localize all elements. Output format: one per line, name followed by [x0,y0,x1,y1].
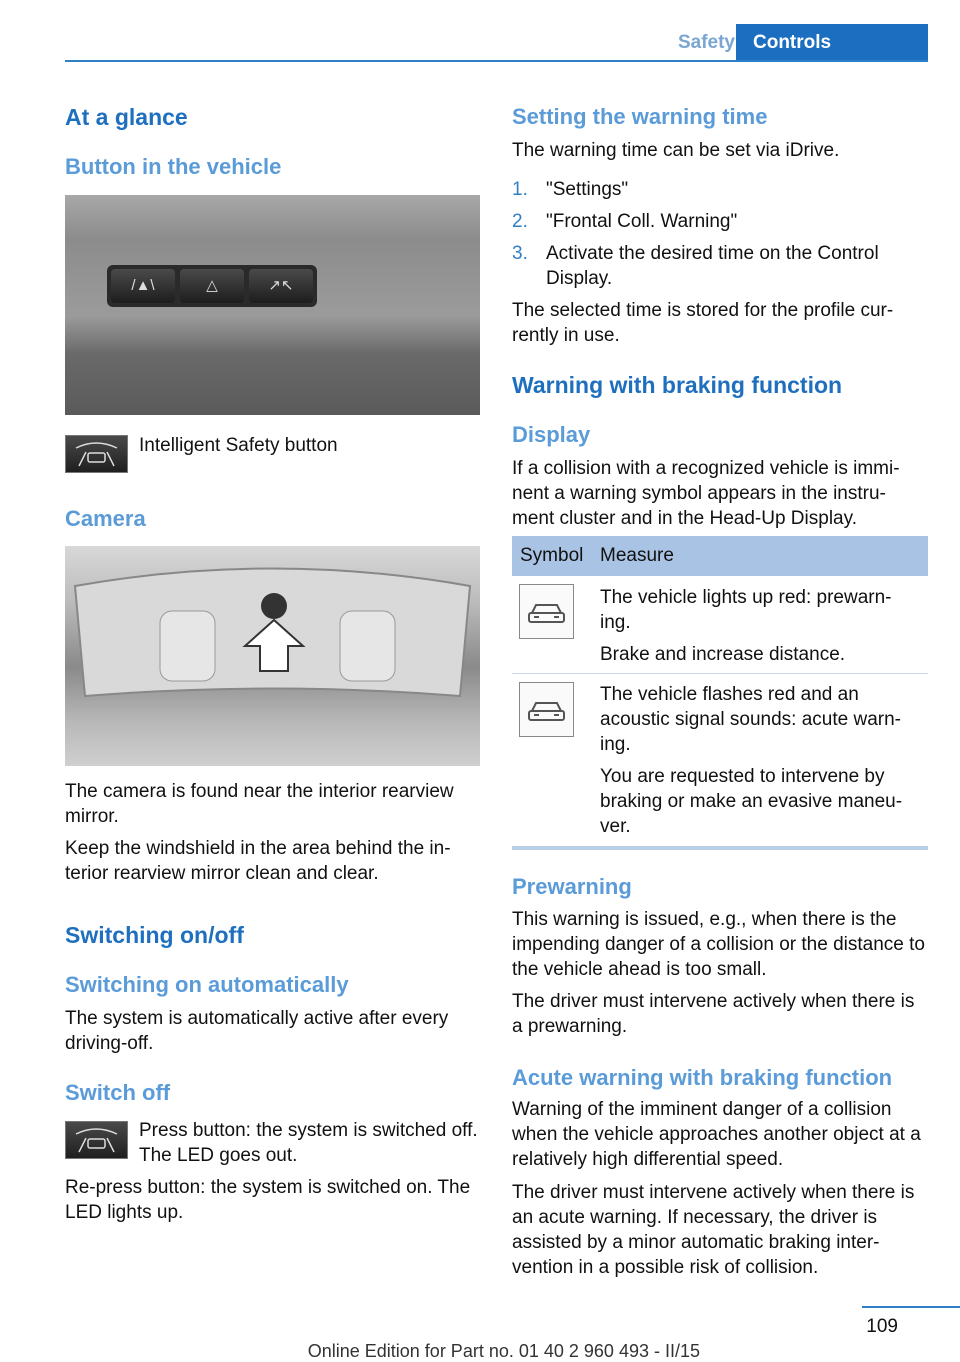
heading-switching-on-off: Switching on/off [65,922,244,948]
switch-off-paragraph: Press button: the system is switched off. The LED goes out. [139,1120,478,1166]
heading-switching-on-automatically: Switching on automatically [65,972,349,997]
vehicle-warning-icon [519,584,574,639]
warning-time-paragraph: The warning time can be set via iDrive. [512,140,840,161]
footer-rule [862,1306,960,1308]
button-strip [107,265,317,307]
acute-paragraph-2: The driver must intervene actively when there is an acute warning. If necessary, the driver is assisted by a minor automatic braking inter-vention in a possible risk of collision. [512,1182,915,1278]
step-3-text: Activate the desired time on the Control Display. [546,243,879,289]
heading-button-in-vehicle: Button in the vehicle [65,154,282,179]
heading-display: Display [512,422,591,447]
re-press-paragraph: Re-press button: the system is switched on. The LED lights up. [65,1177,471,1223]
intelligent-safety-icon: △ [180,269,244,303]
lane-warning-icon: /▲\ [111,269,175,303]
heading-at-a-glance: At a glance [65,104,188,130]
row-1-measure-2: Brake and increase distance. [600,644,846,665]
step-1-text: "Settings" [546,179,629,200]
vehicle-flashing-warning-icon [519,682,574,737]
heading-camera: Camera [65,506,146,531]
heading-acute-warning: Acute warning with braking function [512,1065,893,1090]
row-2-measure-2: You are requested to intervene by braking or make an evasive maneu-ver. [600,766,903,837]
header-chapter-tab: Controls [736,24,928,62]
photo-windshield-camera [65,546,480,766]
col-symbol: Symbol [520,545,584,566]
footer-edition: Online Edition for Part no. 01 40 2 960 493 - II/15 [307,1341,700,1361]
table-row-separator [512,673,928,674]
heading-warning-time: Setting the warning time [512,104,768,129]
intelligent-safety-button-icon [65,435,128,473]
prewarning-paragraph-1: This warning is issued, e.g., when there is the impending danger of a collision or the distance to the vehicle ahead is too small. [512,909,925,980]
stored-paragraph: The selected time is stored for the profile cur-rently in use. [512,300,894,346]
intelligent-safety-button-icon-2 [65,1121,128,1159]
button-caption: Intelligent Safety button [139,435,338,456]
heading-prewarning: Prewarning [512,874,632,899]
step-1-number: 1. [512,179,528,200]
heading-switch-off: Switch off [65,1080,171,1105]
col-measure: Measure [600,545,674,566]
header-section: Safety [677,32,735,53]
lane-change-icon: ↗↖ [249,269,313,303]
camera-paragraph-1: The camera is found near the interior rearview mirror. [65,781,454,827]
step-2-number: 2. [512,211,528,232]
page-number: 109 [866,1316,898,1337]
auto-paragraph: The system is automatically active after every driving-off. [65,1008,449,1054]
step-3-number: 3. [512,243,528,264]
camera-paragraph-2: Keep the windshield in the area behind the in-terior rearview mirror clean and clear. [65,838,451,884]
acute-paragraph-1: Warning of the imminent danger of a collision when the vehicle approaches another object at a relatively high differential speed. [512,1099,921,1170]
table-header [512,536,928,576]
header-rule [65,60,928,62]
photo-button-panel [65,195,480,415]
display-paragraph: If a collision with a recognized vehicle is immi-nent a warning symbol appears in the instru-ment cluster and in the Head-Up Display. [512,458,900,529]
row-1-measure-1: The vehicle lights up red: prewarn-ing. [600,587,892,633]
prewarning-paragraph-2: The driver must intervene actively when there is a prewarning. [512,991,915,1037]
heading-warning-braking: Warning with braking function [512,372,843,398]
table-end-rule [512,846,928,850]
row-2-measure-1: The vehicle flashes red and an acoustic signal sounds: acute warn-ing. [600,684,901,755]
step-2-text: "Frontal Coll. Warning" [546,211,738,232]
